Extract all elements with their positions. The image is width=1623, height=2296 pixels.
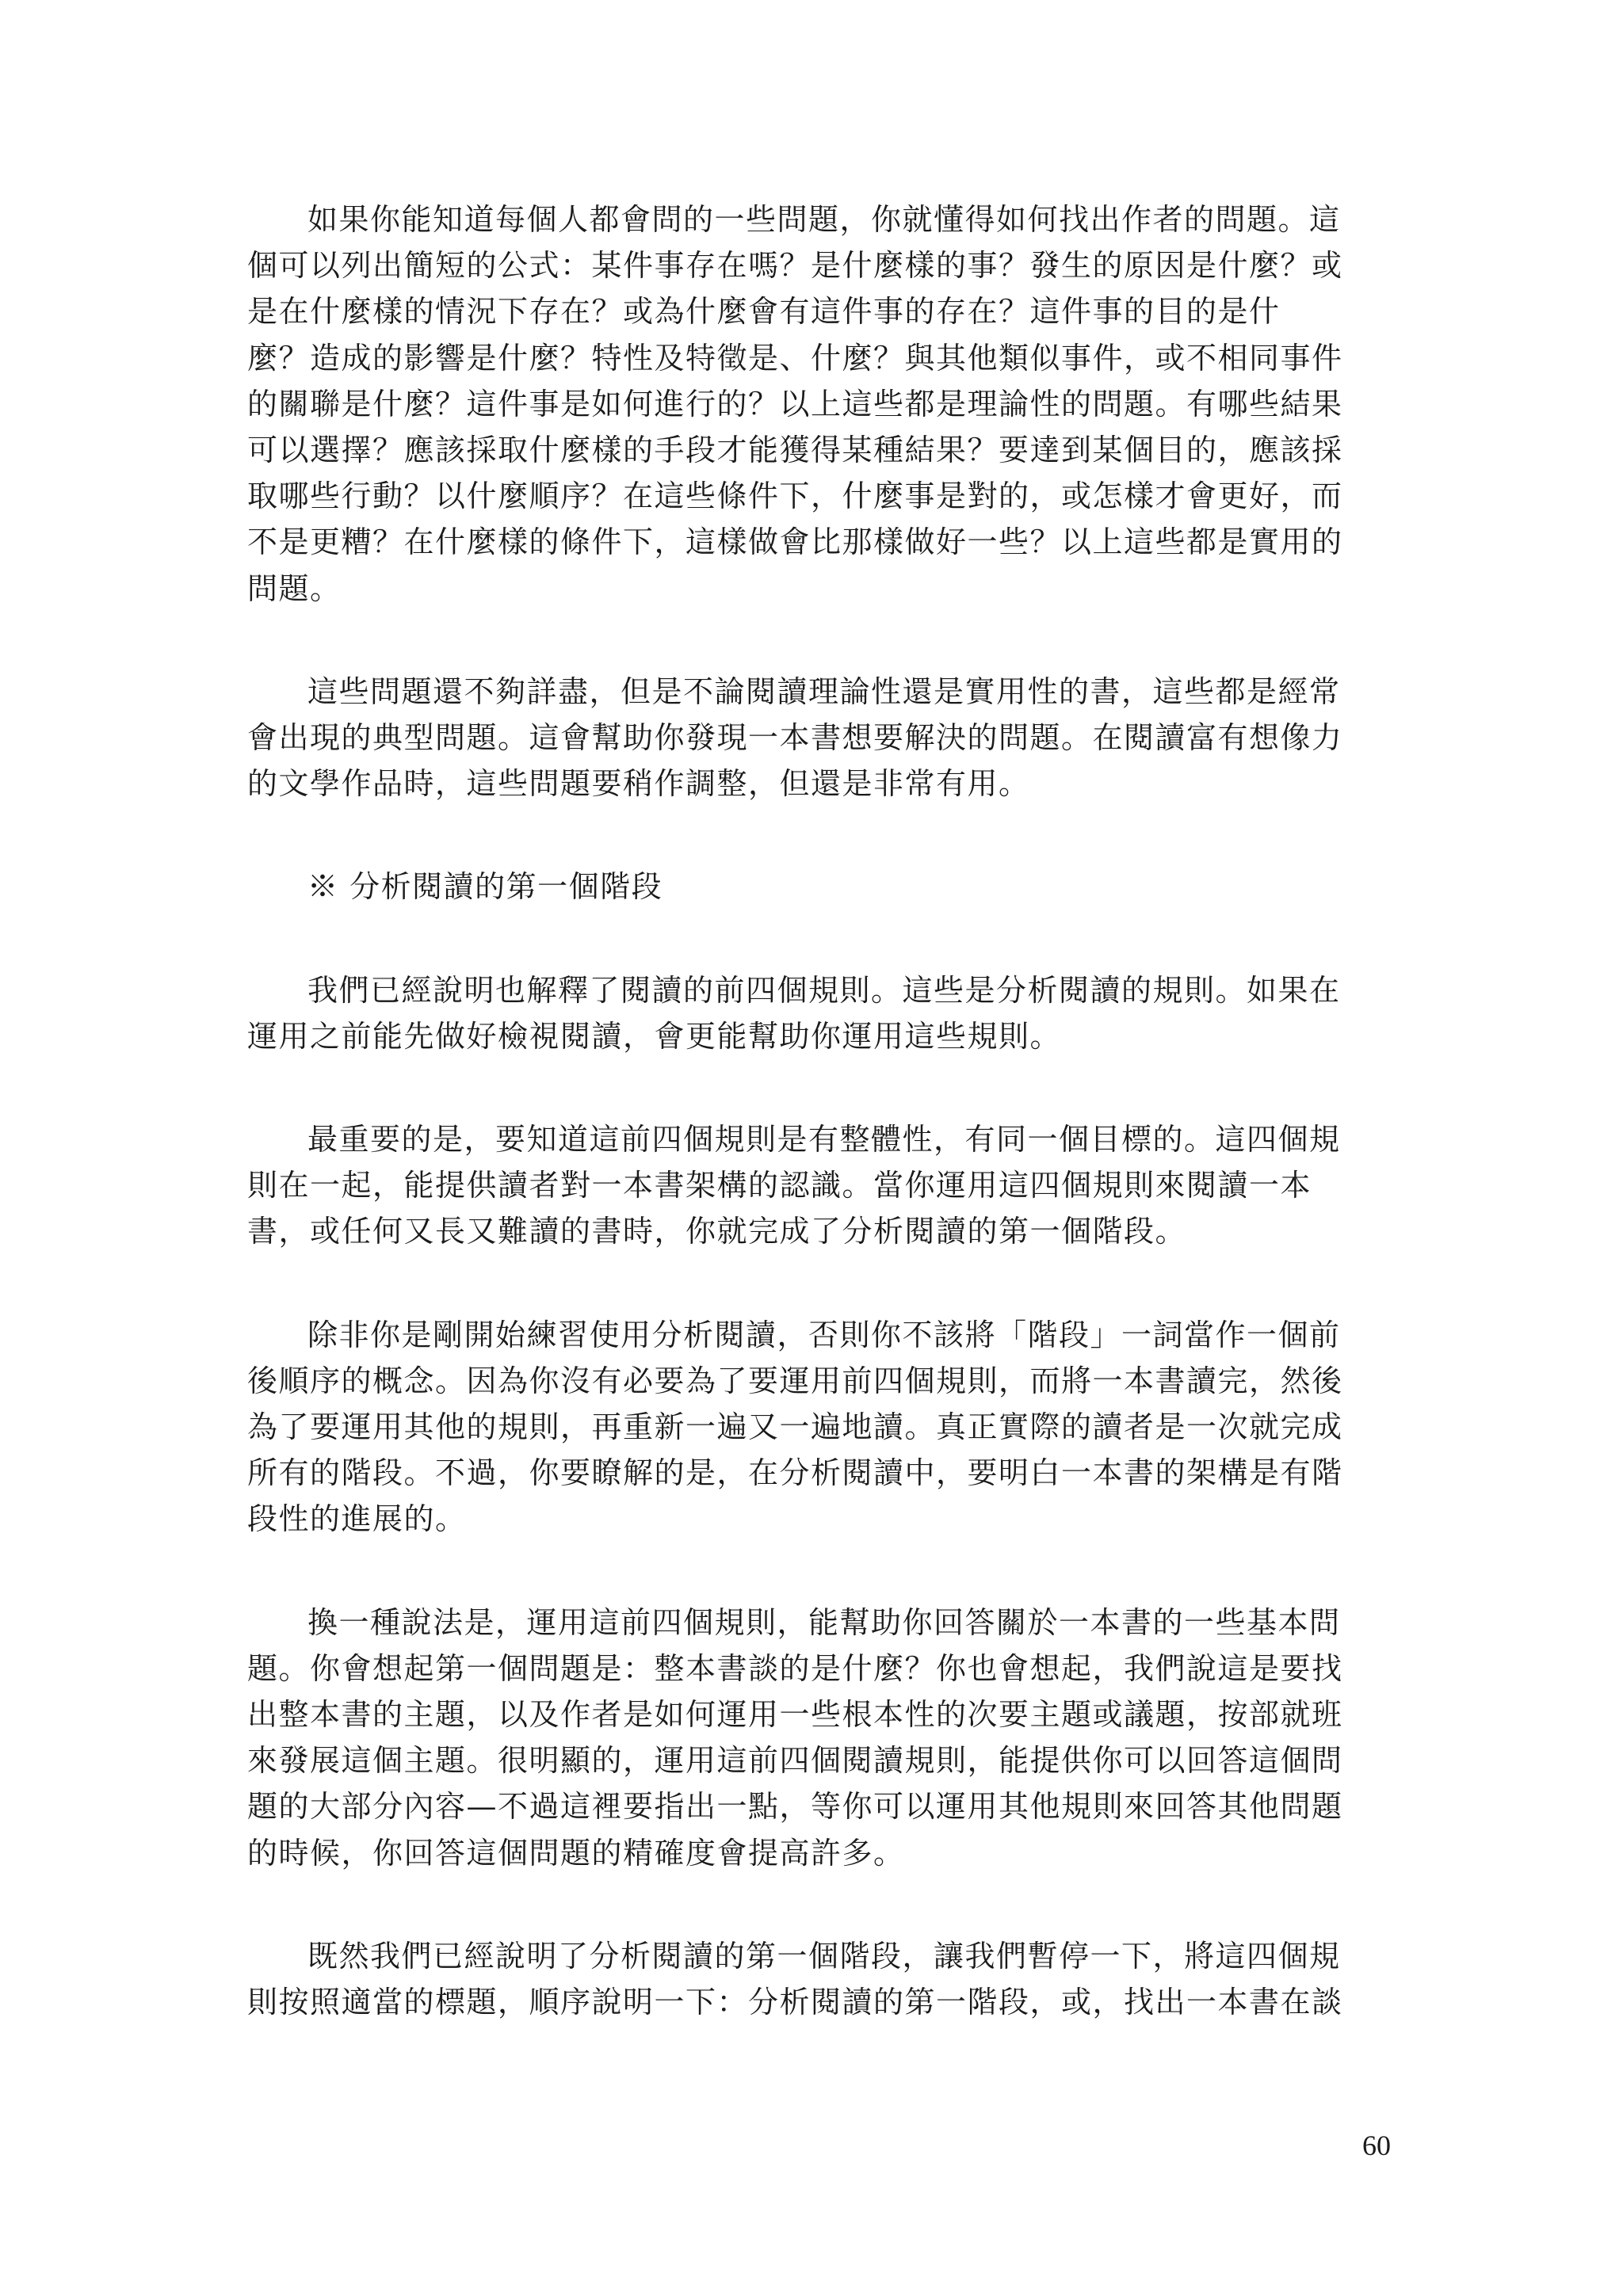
page-body: [247, 196, 1388, 2025]
paragraph-author-questions: 如果你能知道每個人都會問的一些問題，你就懂得如何找出作者的問題。這 個可以列出簡短的公式：某件事存在嗎？是什麼樣的事？發生的原因是什麼？或 是在什麼樣的情況下存在？或為什麼會有這件事的存在？這件事的目的是什 麼？造成的影響是什麼？特性及特徵是、什麼？與其他類似事件，或不相同事件 的關聯是什麼？這件事是如何進行的？以上這些都是理論性的問題。有哪些結果 可以選擇？應該採取什麼樣的手段才能獲得某種結果？要達到某個目的，應該採 取哪些行動？以什麼順序？在這些條件下，什麼事是對的，或怎樣才會更好，而 不是更糟？在什麼樣的條件下，這樣做會比那樣做好一些？以上這些都是實用的 問題。: [247, 202, 1343, 606]
paragraph-four-rules: 我們已經說明也解釋了閱讀的前四個規則。這些是分析閱讀的規則。如果在 運用之前能先做好檢視閱讀，會更能幫助你運用這些規則。: [247, 972, 1341, 1054]
paragraph-summary-intro: 既然我們已經說明了分析閱讀的第一個階段，讓我們暫停一下，將這四個規 則按照適當的標題，順序說明一下：分析閱讀的第一階段，或，找出一本書在談: [247, 1938, 1343, 2020]
page-number: 60: [1362, 2130, 1391, 2161]
paragraph-unity: 最重要的是，要知道這前四個規則是有整體性，有同一個目標的。這四個規 則在一起，能提供讀者對一本書架構的認識。當你運用這四個規則來閱讀一本 書，或任何又長又難讀的書時，你就完成了分析閱讀的第一個階段。: [247, 1122, 1341, 1249]
paragraph-basic-questions: 換一種說法是，運用這前四個規則，能幫助你回答關於一本書的一些基本問 題。你會想起第一個問題是：整本書談的是什麼？你也會想起，我們說這是要找 出整本書的主題，以及作者是如何運用一些根本性的次要主題或議題，按部就班 來發展這個主題。很明顯的，運用這前四個閱讀規則，能提供你可以回答這個問 題的大部分內容—不過這裡要指出一點，等你可以運用其他規則來回答其他問題 的時候，你回答這個問題的精確度會提高許多。: [247, 1604, 1343, 1871]
section-heading: ※ 分析閱讀的第一個階段: [307, 869, 663, 905]
paragraph-stages: 除非你是剛開始練習使用分析閱讀，否則你不該將「階段」一詞當作一個前 後順序的概念。因為你沒有必要為了要運用前四個規則，而將一本書讀完，然後 為了要運用其他的規則，再重新一遍又一遍地讀。真正實際的讀者是一次就完成 所有的階段。不過，你要瞭解的是，在分析閱讀中，要明白一本書的架構是有階 段性的進展的。: [247, 1317, 1343, 1537]
paragraph-typical-questions: 這些問題還不夠詳盡，但是不論閱讀理論性還是實用性的書，這些都是經常 會出現的典型問題。這會幫助你發現一本書想要解決的問題。在閱讀富有想像力 的文學作品時，這些問題要稍作調整，但還是非常有用。: [247, 673, 1343, 802]
